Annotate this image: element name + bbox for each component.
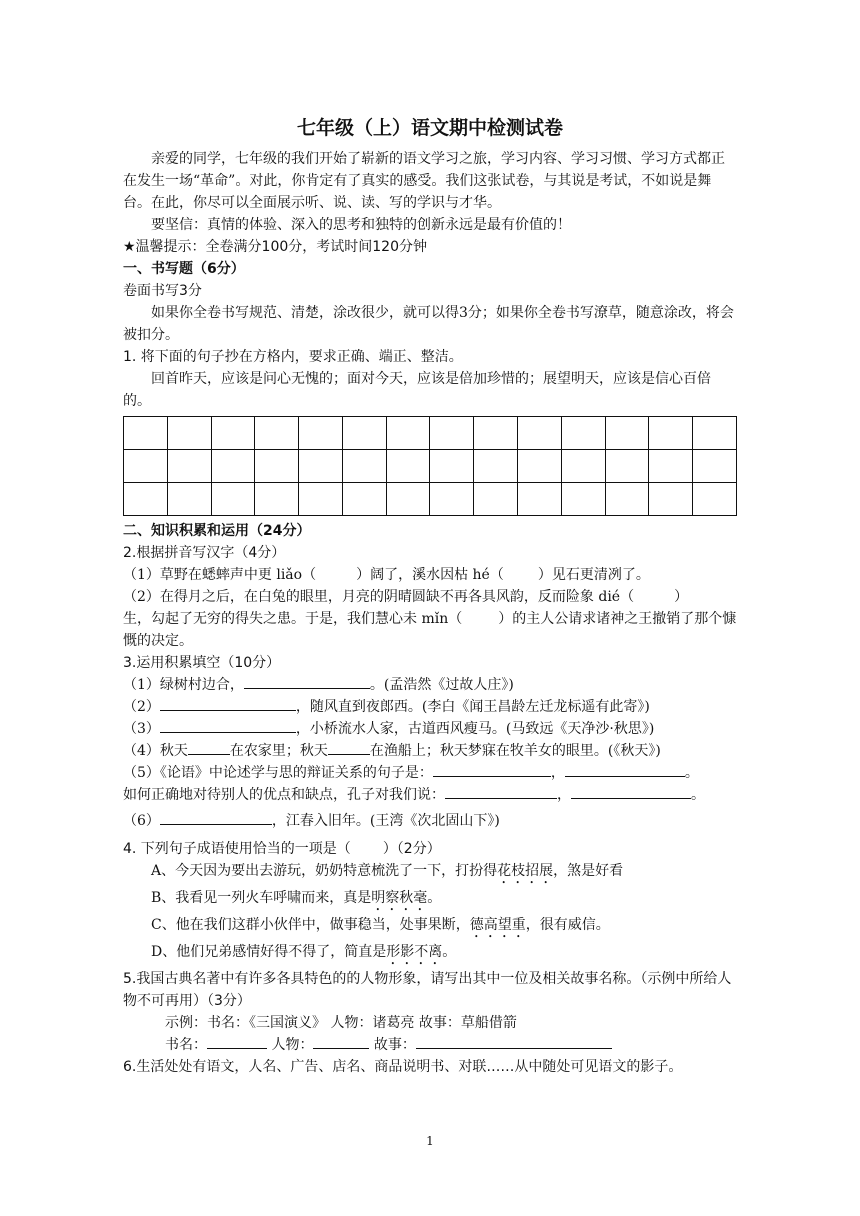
q4-c-text: C、他在我们这群小伙伴中，做事稳当，处事果断， (151, 917, 470, 933)
q4-score: ）（2分） (382, 841, 441, 857)
grid-cell[interactable] (430, 417, 474, 450)
grid-cell[interactable] (649, 483, 693, 516)
question-2-1 (123, 564, 737, 586)
grid-cell[interactable] (299, 483, 343, 516)
page-number: 1 (426, 1134, 434, 1148)
q4-a-text: A、今天因为要出去游玩，奶奶特意梳洗了一下，打扮得 (151, 863, 498, 879)
q3-6-part-a: （6） (123, 813, 160, 829)
question-3-2 (123, 696, 737, 718)
q4-c-end: ，很有威信。 (525, 917, 610, 933)
grid-cell[interactable] (124, 483, 168, 516)
q2-2-part-c: 生，勾起了无穷的得失之患。于是，我们慧心未 mǐn（ (123, 611, 463, 627)
q2-1-part-a: （1）草野在蟋蟀声中更 liǎo（ (123, 567, 317, 583)
q3-5-blank-4[interactable] (571, 784, 691, 799)
q4-option-b (123, 887, 737, 914)
question-3-6 (123, 810, 737, 832)
grid-row (124, 483, 737, 516)
q4-d-text: D、他们兄弟感情好得不得了，简直是 (151, 944, 387, 960)
grid-cell[interactable] (693, 417, 737, 450)
q3-6-part-b: ，江春入旧年。(王湾《次北固山下》) (271, 813, 500, 829)
grid-row (124, 450, 737, 483)
section2-heading: 二、知识积累和运用（24分） (123, 523, 311, 539)
q3-5-blank-1[interactable] (433, 762, 551, 777)
question-1: 1. 将下面的句子抄在方格内，要求正确、端正、整洁。 (123, 349, 463, 365)
section1-desc: 如果你全卷书写规范、清楚，涂改很少，就可以得3分；如果你全卷书写潦草，随意涂改，将会被扣分。 (123, 305, 734, 343)
q2-2-part-a: （2）在得月之后，在白兔的眼里，月亮的阴晴圆缺不再各具风韵，反而险象 dié（ (123, 589, 635, 605)
q4-option-a (123, 860, 737, 887)
q4-a-idiom: 花枝招展 (497, 863, 554, 879)
grid-cell[interactable] (605, 483, 649, 516)
grid-cell[interactable] (605, 450, 649, 483)
grid-cell[interactable] (211, 417, 255, 450)
question-4 (123, 838, 737, 860)
intro-paragraph-2: 要坚信：真情的体验、深入的思考和独特的创新永远是最有价值的！ (151, 217, 571, 233)
q3-5-part-e: ， (557, 787, 571, 803)
q4-b-idiom: 明察秋毫 (371, 890, 428, 906)
grid-cell[interactable] (693, 450, 737, 483)
exam-content (123, 114, 737, 1078)
grid-cell[interactable] (649, 417, 693, 450)
q5-story-label: 故事： (373, 1037, 416, 1053)
grid-cell[interactable] (430, 483, 474, 516)
q5-book-blank[interactable] (207, 1034, 267, 1049)
grid-cell[interactable] (167, 483, 211, 516)
q3-5-part-b: ， (550, 765, 565, 781)
q4-a-end: ，煞是好看 (553, 863, 624, 879)
q3-3-part-a: （3） (123, 721, 160, 737)
q3-4-part-b: 在农家里；秋天 (229, 743, 328, 759)
page-title: 七年级（上）语文期中检测试卷 (296, 117, 563, 139)
q3-1-part-a: （1）绿树村边合， (123, 677, 244, 693)
question-3: 3.运用积累填空（10分） (123, 655, 281, 671)
grid-cell[interactable] (167, 417, 211, 450)
grid-cell[interactable] (474, 417, 518, 450)
q3-4-blank-2[interactable] (328, 740, 370, 755)
grid-cell[interactable] (430, 450, 474, 483)
q3-5-part-a: （5）《论语》中论述学与思的辩证关系的句子是： (123, 765, 433, 781)
q2-2-blank-2[interactable] (462, 609, 498, 623)
q5-story-blank[interactable] (416, 1034, 612, 1049)
q4-d-idiom: 形影不离 (386, 944, 443, 960)
question-2-2 (123, 586, 737, 652)
q4-b-text: B、我看见一列火车呼啸而来，真是 (151, 890, 372, 906)
q4-stem: 4. 下列句子成语使用恰当的一项是（ (123, 841, 351, 857)
q3-6-blank[interactable] (160, 810, 272, 825)
grid-cell[interactable] (299, 450, 343, 483)
q3-5-part-c: 。 (684, 765, 699, 781)
writing-grid[interactable] (123, 416, 737, 516)
tip-line: ★温馨提示：全卷满分100分，考试时间120分钟 (123, 239, 427, 255)
q4-answer-blank[interactable] (351, 839, 383, 853)
q3-5-part-f: 。 (691, 787, 705, 803)
q3-3-blank[interactable] (160, 718, 296, 733)
q5-fields (123, 1034, 737, 1056)
q2-1-blank-2[interactable] (504, 565, 538, 579)
q3-2-part-b: ，随风直到夜郎西。(李白《闻王昌龄左迁龙标遥有此寄》) (295, 699, 650, 715)
grid-cell[interactable] (518, 483, 562, 516)
q2-1-part-c: ）见石更清冽了。 (537, 567, 650, 583)
grid-cell[interactable] (474, 450, 518, 483)
grid-cell[interactable] (342, 417, 386, 450)
q2-2-part-d: ）的主人公请求诸神之王撤销了那个慷慨的决定。 (123, 611, 737, 649)
grid-cell[interactable] (124, 417, 168, 450)
grid-cell[interactable] (561, 417, 605, 450)
grid-cell[interactable] (342, 483, 386, 516)
q4-option-d (123, 941, 737, 968)
q2-1-blank-1[interactable] (316, 565, 356, 579)
grid-cell[interactable] (386, 417, 430, 450)
grid-cell[interactable] (561, 450, 605, 483)
intro-paragraph-1: 亲爱的同学，七年级的我们开始了崭新的语文学习之旅，学习内容、学习习惯、学习方式都正在发生一场“革命”。对此，你肯定有了真实的感受。我们这张试卷，与其说是考试，不如说是舞台。在此，你尽可以全面展示听、说、读、写的学识与才华。 (123, 151, 725, 211)
q4-d-end: 。 (442, 944, 457, 960)
grid-cell[interactable] (211, 450, 255, 483)
grid-cell[interactable] (299, 417, 343, 450)
grid-cell[interactable] (693, 483, 737, 516)
grid-row (124, 417, 737, 450)
q3-5-blank-3[interactable] (445, 784, 557, 799)
question-6: 6.生活处处有语文，人名、广告、店名、商品说明书、对联……从中随处可见语文的影子。 (123, 1059, 683, 1075)
q3-3-part-b: ，小桥流水人家，古道西风瘦马。(马致远《天净沙·秋思》) (295, 721, 655, 737)
question-5: 5.我国古典名著中有许多各具特色的的人物形象，请写出其中一位及相关故事名称。（示例中所给人物不可再用）（3分） (123, 971, 732, 1009)
section1-sub: 卷面书写3分 (123, 283, 202, 299)
q3-5-blank-2[interactable] (565, 762, 685, 777)
grid-cell[interactable] (342, 450, 386, 483)
grid-cell[interactable] (518, 450, 562, 483)
question-3-1 (123, 674, 737, 696)
grid-cell[interactable] (167, 450, 211, 483)
q3-5-part-d: 如何正确地对待别人的优点和缺点，孔子对我们说： (123, 787, 445, 803)
q3-1-part-b: 。(孟浩然《过故人庄》) (369, 677, 514, 693)
grid-cell[interactable] (605, 417, 649, 450)
grid-cell[interactable] (474, 483, 518, 516)
grid-cell[interactable] (649, 450, 693, 483)
q5-example: 示例：书名：《三国演义》 人物：诸葛亮 故事：草船借箭 (165, 1015, 517, 1031)
question-2: 2.根据拼音写汉字（4分） (123, 545, 286, 561)
grid-cell[interactable] (255, 450, 299, 483)
grid-cell[interactable] (561, 483, 605, 516)
grid-cell[interactable] (386, 450, 430, 483)
q3-4-part-c: 在渔船上；秋天梦寐在牧羊女的眼里。(《秋天》) (369, 743, 661, 759)
question-3-4 (123, 740, 737, 762)
q4-c-idiom: 德高望重 (469, 917, 526, 933)
q3-2-blank[interactable] (160, 696, 296, 711)
q5-book-label: 书名： (165, 1037, 207, 1053)
question-3-5 (123, 762, 737, 806)
grid-cell[interactable] (211, 483, 255, 516)
q4-b-end: 。 (427, 890, 442, 906)
grid-cell[interactable] (255, 417, 299, 450)
section1-heading: 一、书写题（6分） (123, 261, 245, 277)
grid-cell[interactable] (386, 483, 430, 516)
q5-person-blank[interactable] (313, 1034, 369, 1049)
q3-4-blank-1[interactable] (188, 740, 230, 755)
question-3-3 (123, 718, 737, 740)
q3-1-blank[interactable] (244, 674, 370, 689)
q3-2-part-a: （2） (123, 699, 160, 715)
question-1-text: 回首昨天，应该是问心无愧的；面对今天，应该是倍加珍惜的；展望明天，应该是信心百倍的。 (123, 371, 711, 409)
q3-4-part-a: （4）秋天 (123, 743, 188, 759)
q2-2-blank-1[interactable] (634, 587, 674, 601)
grid-cell[interactable] (255, 483, 299, 516)
grid-cell[interactable] (124, 450, 168, 483)
q2-1-part-b: ）阔了，溪水因枯 hé（ (356, 567, 504, 583)
q4-option-c (123, 914, 737, 941)
q5-person-label: 人物： (271, 1037, 314, 1053)
grid-cell[interactable] (518, 417, 562, 450)
q2-2-part-b: ） (674, 589, 689, 605)
